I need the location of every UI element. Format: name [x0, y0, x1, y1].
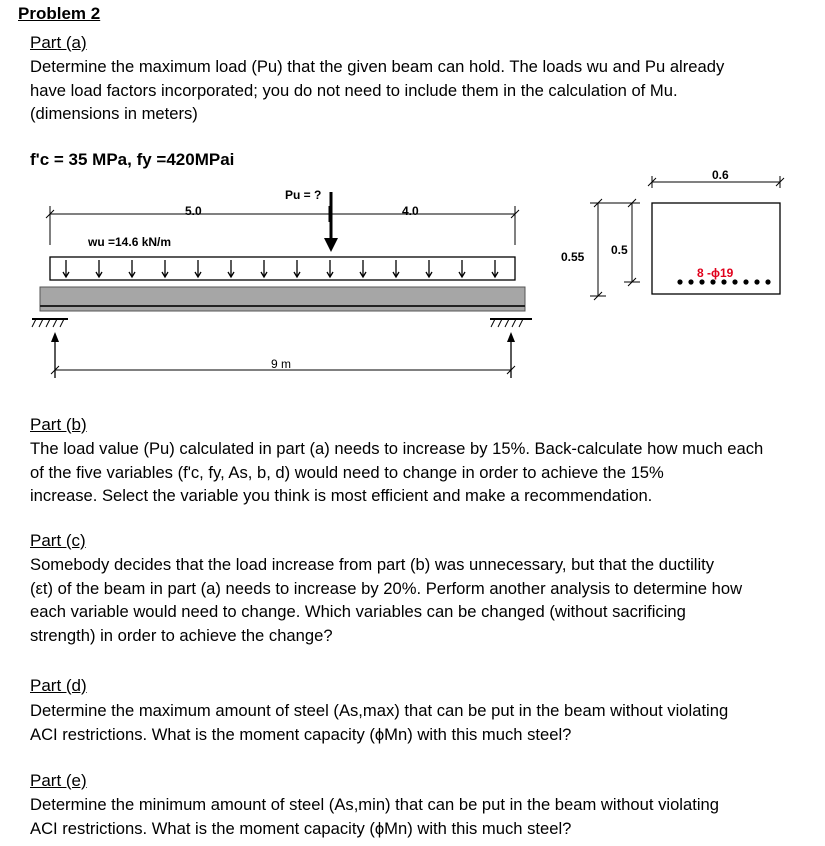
part-a-line-3: (dimensions in meters): [30, 104, 198, 123]
section-width-label: 0.6: [712, 170, 729, 182]
part-c-heading: Part (c): [30, 531, 86, 550]
span-label: 9 m: [271, 357, 292, 371]
section-depth-label: 0.5: [611, 243, 628, 257]
part-b-heading: Part (b): [30, 415, 87, 434]
section-height-label: 0.55: [561, 250, 585, 264]
distributed-load-label: wu =14.6 kN/m: [88, 235, 172, 249]
part-b-line-1: The load value (Pu) calculated in part (a) needs to increase by 15%. Back-calculate how much each: [30, 439, 764, 458]
point-load-label: Pu = ?: [285, 188, 322, 202]
part-d-text: [30, 699, 815, 746]
left-support: [32, 319, 68, 327]
part-a-line-1: Determine the maximum load (Pu) that the given beam can hold. The loads wu and Pu already: [30, 57, 725, 76]
beam: [40, 287, 525, 311]
part-c-line-4: strength) in order to achieve the change?: [30, 625, 333, 645]
part-e-text: [30, 793, 815, 840]
part-d-line-2: ACI restrictions. What is the moment capacity (ϕMn) with this much steel?: [30, 724, 572, 744]
part-a-text: [30, 55, 815, 126]
part-d-heading: Part (d): [30, 676, 87, 695]
part-a-heading: Part (a): [30, 33, 87, 52]
part-c-line-3: each variable would need to change. Which variables can be changed (without sacrificing: [30, 602, 686, 621]
part-c-line-2: (εt) of the beam in part (a) needs to increase by 20%. Perform another analysis to determine how: [30, 578, 743, 598]
part-b-text: [30, 437, 815, 508]
part-e-line-2: ACI restrictions. What is the moment capacity (ϕMn) with this much steel?: [30, 818, 572, 838]
part-e-line-1: Determine the minimum amount of steel (As,min) that can be put in the beam without violating: [30, 795, 719, 814]
right-support: [490, 319, 532, 327]
point-load-arrow: [324, 192, 338, 252]
part-b-line-2: of the five variables (f'c, fy, As, b, d) would need to change in order to achieve the 15%: [30, 462, 664, 482]
problem-title: Problem 2: [18, 4, 101, 23]
part-c-line-1: Somebody decides that the load increase from part (b) was unnecessary, but that the ductility: [30, 555, 715, 574]
part-c-text: [30, 553, 815, 647]
material-properties: f'c = 35 MPa, fy =420MPai: [30, 150, 235, 169]
left-reaction-arrow: [51, 332, 59, 378]
part-b-line-3: increase. Select the variable you think is most efficient and make a recommendation.: [30, 486, 653, 505]
distributed-load: [50, 257, 515, 280]
beam-diagram: [0, 170, 825, 390]
part-d-line-1: Determine the maximum amount of steel (As,max) that can be put in the beam without violating: [30, 701, 729, 720]
right-reaction-arrow: [507, 332, 515, 378]
part-e-heading: Part (e): [30, 771, 87, 790]
cross-section: [590, 176, 784, 300]
rebar-label: 8 -ϕ19: [697, 266, 734, 280]
dim-left-label: 5.0: [185, 204, 202, 218]
dim-right-label: 4.0: [402, 204, 419, 218]
part-a-line-2: have load factors incorporated; you do not need to include them in the calculation of Mu.: [30, 80, 678, 100]
